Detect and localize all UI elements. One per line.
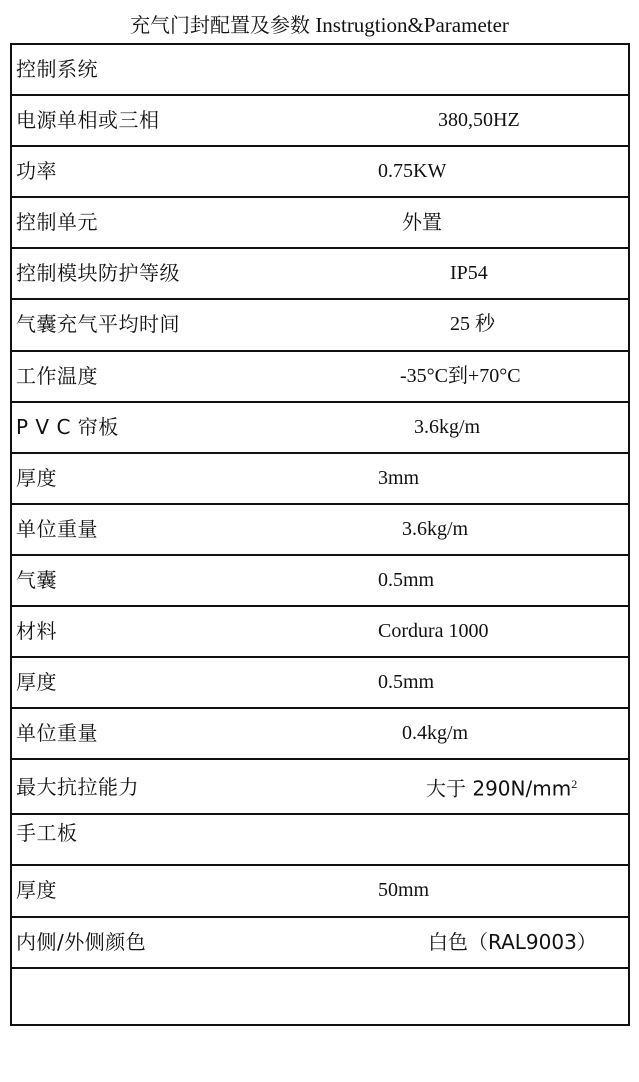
row-label: 厚度 (16, 878, 57, 903)
title-chinese: 充气门封配置及参数 (130, 13, 311, 37)
title-english: Instrugtion&Parameter (315, 13, 509, 37)
row-value: -35°C到+70°C (400, 364, 521, 387)
row-label: 材料 (16, 619, 57, 644)
row-label: 厚度 (16, 670, 57, 695)
table-row (12, 607, 628, 658)
parameter-table (10, 43, 630, 1026)
row-value: 0.4kg/m (402, 722, 469, 745)
table-row (12, 147, 628, 198)
page-title (0, 10, 639, 40)
table-row (12, 760, 628, 815)
row-label: 控制模块防护等级 (16, 261, 180, 286)
row-label: 功率 (16, 159, 57, 184)
row-label: 单位重量 (16, 721, 98, 746)
table-row (12, 454, 628, 505)
row-value: 大于 $290N/mm^2$ (426, 776, 578, 801)
table-row (12, 352, 628, 403)
row-label: 气囊 (16, 567, 57, 592)
table-row (12, 45, 628, 96)
table-row (12, 556, 628, 607)
table-row (12, 505, 628, 556)
row-value: 380,50HZ (438, 109, 520, 132)
row-label: P V C 帘板 (16, 414, 119, 439)
row-label: 控制系统 (16, 57, 98, 81)
row-value: 0.5mm (378, 671, 435, 694)
row-value: 0.5mm (378, 568, 435, 591)
table-row (12, 198, 628, 249)
row-label: 最大抗拉能力 (16, 775, 139, 800)
row-label: 单位重量 (16, 516, 98, 541)
table-row (12, 403, 628, 454)
row-value: IP54 (450, 262, 488, 285)
row-value: 3.6kg/m (402, 517, 469, 540)
row-label: 气囊充气平均时间 (16, 312, 180, 337)
row-label: 电源单相或三相 (16, 108, 160, 133)
row-value: 3mm (378, 466, 420, 489)
row-value: 25 秒 (450, 313, 495, 336)
row-value: 3.6kg/m (414, 415, 481, 438)
row-value: 白色（RAL9003） (428, 929, 597, 954)
row-label: 控制单元 (16, 210, 98, 235)
row-value: Cordura 1000 (378, 620, 489, 643)
table-row (12, 918, 628, 969)
table-row (12, 815, 628, 866)
table-row (12, 866, 628, 917)
row-value: 外置 (402, 210, 442, 235)
table-row (12, 300, 628, 351)
table-row (12, 249, 628, 300)
row-value: 0.75KW (378, 160, 447, 183)
table-row (12, 658, 628, 709)
row-label: 内侧/外侧颜色 (16, 929, 147, 954)
table-row (12, 96, 628, 147)
row-label: 厚度 (16, 465, 57, 490)
superscript: 2 (571, 777, 578, 792)
row-value: 50mm (378, 879, 430, 902)
row-label: 工作温度 (16, 363, 98, 388)
row-label: 手工板 (16, 821, 78, 846)
table-row (12, 709, 628, 760)
table-row (12, 969, 628, 1026)
